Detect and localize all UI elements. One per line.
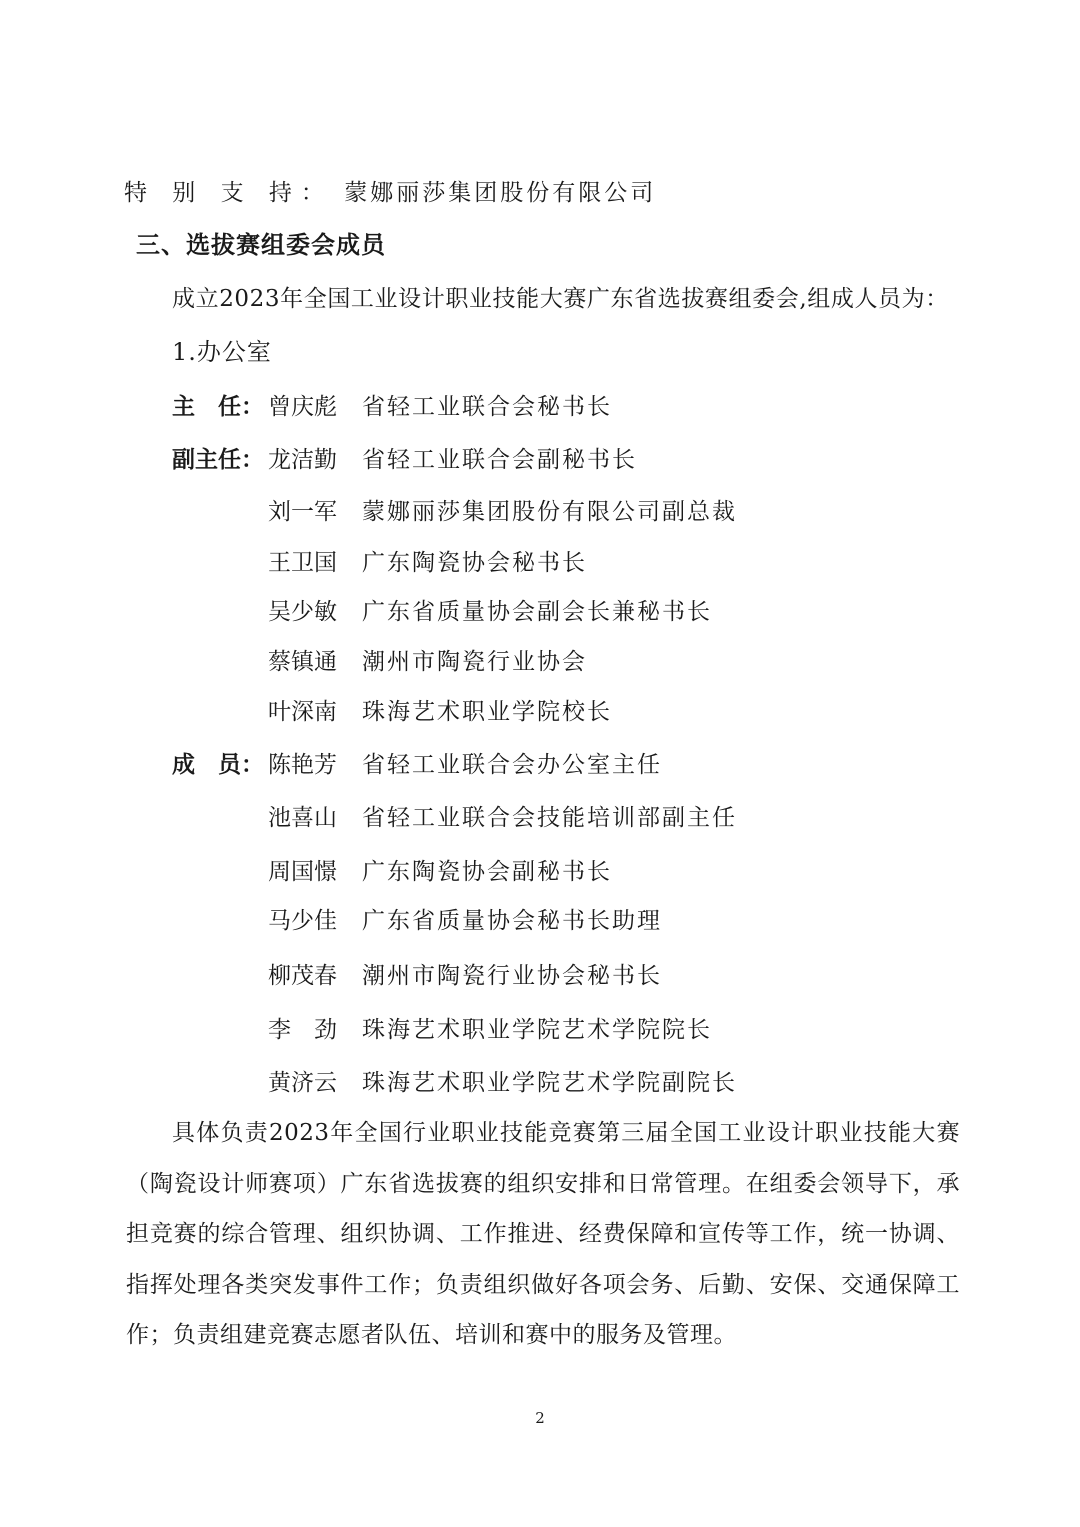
member-name: 周国憬 bbox=[268, 859, 337, 885]
member-title: 珠海艺术职业学院艺术学院副院长 bbox=[362, 1070, 737, 1096]
member-title: 广东省质量协会秘书长助理 bbox=[362, 908, 662, 934]
deputy-title: 珠海艺术职业学院校长 bbox=[362, 699, 612, 725]
deputy-name: 王卫国 bbox=[268, 550, 337, 576]
member-title: 潮州市陶瓷行业协会秘书长 bbox=[362, 963, 662, 989]
deputy-title: 广东陶瓷协会秘书长 bbox=[362, 550, 587, 576]
deputy-name: 蔡镇通 bbox=[268, 649, 337, 675]
member-title: 省轻工业联合会办公室主任 bbox=[362, 752, 662, 778]
deputy-name: 龙洁勤 bbox=[268, 447, 337, 473]
deputy-name: 刘一军 bbox=[268, 499, 337, 525]
section-heading: 三、选拔赛组委会成员 bbox=[136, 230, 386, 259]
special-support-value: 蒙娜丽莎集团股份有限公司 bbox=[344, 180, 657, 206]
subsection-heading: 1.办公室 bbox=[172, 338, 272, 366]
member-title: 广东陶瓷协会副秘书长 bbox=[362, 859, 612, 885]
member-name: 马少佳 bbox=[268, 908, 337, 934]
member-title: 珠海艺术职业学院艺术学院院长 bbox=[362, 1017, 712, 1043]
director-title: 省轻工业联合会秘书长 bbox=[362, 394, 612, 420]
deputy-title: 蒙娜丽莎集团股份有限公司副总裁 bbox=[362, 499, 737, 525]
special-support-line bbox=[124, 178, 656, 208]
deputy-name: 叶深南 bbox=[268, 699, 337, 725]
deputy-title: 省轻工业联合会副秘书长 bbox=[362, 447, 637, 473]
members-role-label: 成 员： bbox=[172, 751, 264, 778]
director-name: 曾庆彪 bbox=[268, 394, 337, 420]
member-name: 李 劲 bbox=[268, 1017, 337, 1043]
member-name: 柳茂春 bbox=[268, 963, 337, 989]
special-support-label: 特 别 支 持： bbox=[124, 180, 333, 206]
deputy-title: 潮州市陶瓷行业协会 bbox=[362, 649, 587, 675]
member-title: 省轻工业联合会技能培训部副主任 bbox=[362, 805, 737, 831]
member-name: 黄济云 bbox=[268, 1070, 337, 1096]
page-number: 2 bbox=[535, 1409, 545, 1427]
deputy-name: 吴少敏 bbox=[268, 599, 337, 625]
intro-text: 成立2023年全国工业设计职业技能大赛广东省选拔赛组委会,组成人员为： bbox=[172, 286, 949, 312]
member-name: 池喜山 bbox=[268, 805, 337, 831]
member-name: 陈艳芳 bbox=[268, 752, 337, 778]
deputy-title: 广东省质量协会副会长兼秘书长 bbox=[362, 599, 712, 625]
deputy-role-label: 副主任： bbox=[172, 446, 264, 473]
director-role-label: 主 任： bbox=[172, 393, 264, 420]
responsibility-paragraph: 具体负责2023年全国行业职业技能竞赛第三届全国工业设计职业技能大赛（陶瓷设计师赛项）广东省选拔赛的组织安排和日常管理。在组委会领导下，承担竞赛的综合管理、组织协调、工作推进、经费保障和宣传等工作，统一协调、指挥处理各类突发事件工作；负责组织做好各项会务、后勤、安保、交通保障工作；负责组建竞赛志愿者队伍、培训和赛中的服务及管理。 bbox=[126, 1120, 960, 1348]
